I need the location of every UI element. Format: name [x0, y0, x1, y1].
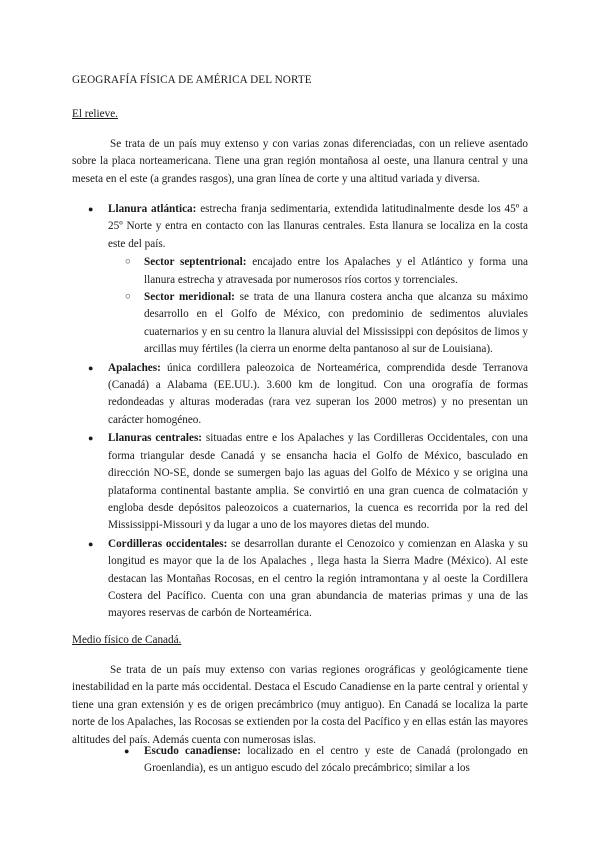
canada-list [144, 743, 528, 778]
item-term: Llanuras centrales: [108, 432, 203, 445]
list-item-llanura-atlantica [108, 201, 528, 359]
section-intro-canada: Se trata de un país muy extenso con varias regiones orográficas y geológicamente tiene inestabilidad en la parte más occidental. Destaca el Escudo Canadiense en la parte central y oriental y tiene una gran extensión y es de origen precámbrico (muy antiguo). En Canadá se localiza la parte norte de los Apalaches, las Rocosas se extienden por la costa del Pacífico y en ellas están las mayores altitudes del país. Además cuenta con numerosas islas. [72, 664, 528, 746]
section-heading-canada: Medio físico de Canadá. [72, 634, 182, 646]
item-text: única cordillera paleozoica de Norteamérica, comprendida desde Terranova (Canadá) a Alabama (EE.UU.). 3.600 km de longitud. Con una orografía de formas redondeadas y alturas moderadas (rara vez superan los 2000 metros) y no presentan un carácter homogéneo. [108, 361, 528, 426]
list-item-apalaches [108, 360, 528, 430]
llanura-sublist [144, 254, 528, 358]
item-term: Escudo canadiense: [144, 745, 241, 757]
list-item-cordilleras-occidentales [108, 536, 528, 623]
subitem-term: Sector septentrional: [144, 256, 247, 269]
relieve-list [108, 201, 528, 623]
document-title: GEOGRAFÍA FÍSICA DE AMÉRICA DEL NORTE [72, 74, 312, 86]
sublist-item-meridional [144, 289, 528, 359]
item-text: localizado en el centro y este de Canadá (prolongado en Groenlandia), es un antiguo escudo del zócalo precámbrico; similar a los [144, 745, 529, 775]
item-text: estrecha franja sedimentaria, extendida latitudinalmente desde los 45º a 25º Norte y entra en contacto con las llanuras centrales. Esta llanura se localiza en la costa este del país. [108, 203, 528, 250]
section-intro-relieve: Se trata de un país muy extenso y con varias zonas diferenciadas, con un relieve asentado sobre la placa norteamericana. Tiene una gran región montañosa al oeste, una llanura central y una meseta en el este (a grandes rasgos), una gran línea de corte y una altitud variada y diversa. [72, 138, 528, 185]
list-item-escudo-canadiense [144, 743, 528, 778]
subitem-text: se trata de una llanura costera ancha que alcanza su máximo desarrollo en el Golfo de México, con predominio de sedimentos aluviales cuaternarios y en su centro la llanura aluvial del Mississippi con depósitos de limos y arcillas muy fértiles (la cierra un enorme delta pantanoso al sur de Louisiana). [144, 291, 528, 356]
section-heading-relieve: El relieve. [72, 108, 118, 120]
item-term: Llanura atlántica: [108, 203, 197, 215]
subitem-text: encajado entre los Apalaches y el Atlántico y forma una llanura estrecha y atravesada por numerosos ríos cortos y torrenciales. [144, 256, 529, 286]
item-term: Cordilleras occidentales: [108, 537, 228, 550]
item-text: se desarrollan durante el Cenozoico y comienzan en Alaska y su longitud es mayor que la de los Apalaches , llega hasta la Sierra Madre (México). Al este destacan las Montañas Rocosas, en el centro la región intramontana y al oeste la Cordillera Costera del Pacífico. Cuenta con una gran abundancia de materias primas y una de las mayores reservas de carbón de Norteamérica. [108, 537, 528, 620]
subitem-term: Sector meridional: [144, 291, 235, 304]
item-term: Apalaches: [108, 361, 161, 374]
list-item-llanuras-centrales [108, 430, 528, 534]
sublist-item-septentrional [144, 254, 528, 289]
item-text: situadas entre e los Apalaches y las Cordilleras Occidentales, con una forma triangular desde Canadá y se ensancha hacia el Golfo de México, basculado en dirección NO-SE, donde se sumergen bajo las aguas del Golfo de México y se origina una plataforma continental bastante amplia. Se convirtió en una gran cuenca de colmatación y engloba desde depósitos paleozoicos a cuaternarios, la cuenca es recorrida por la red del Mississippi-Missouri y da lugar a uno de los mayores dietas del mundo. [108, 432, 528, 532]
